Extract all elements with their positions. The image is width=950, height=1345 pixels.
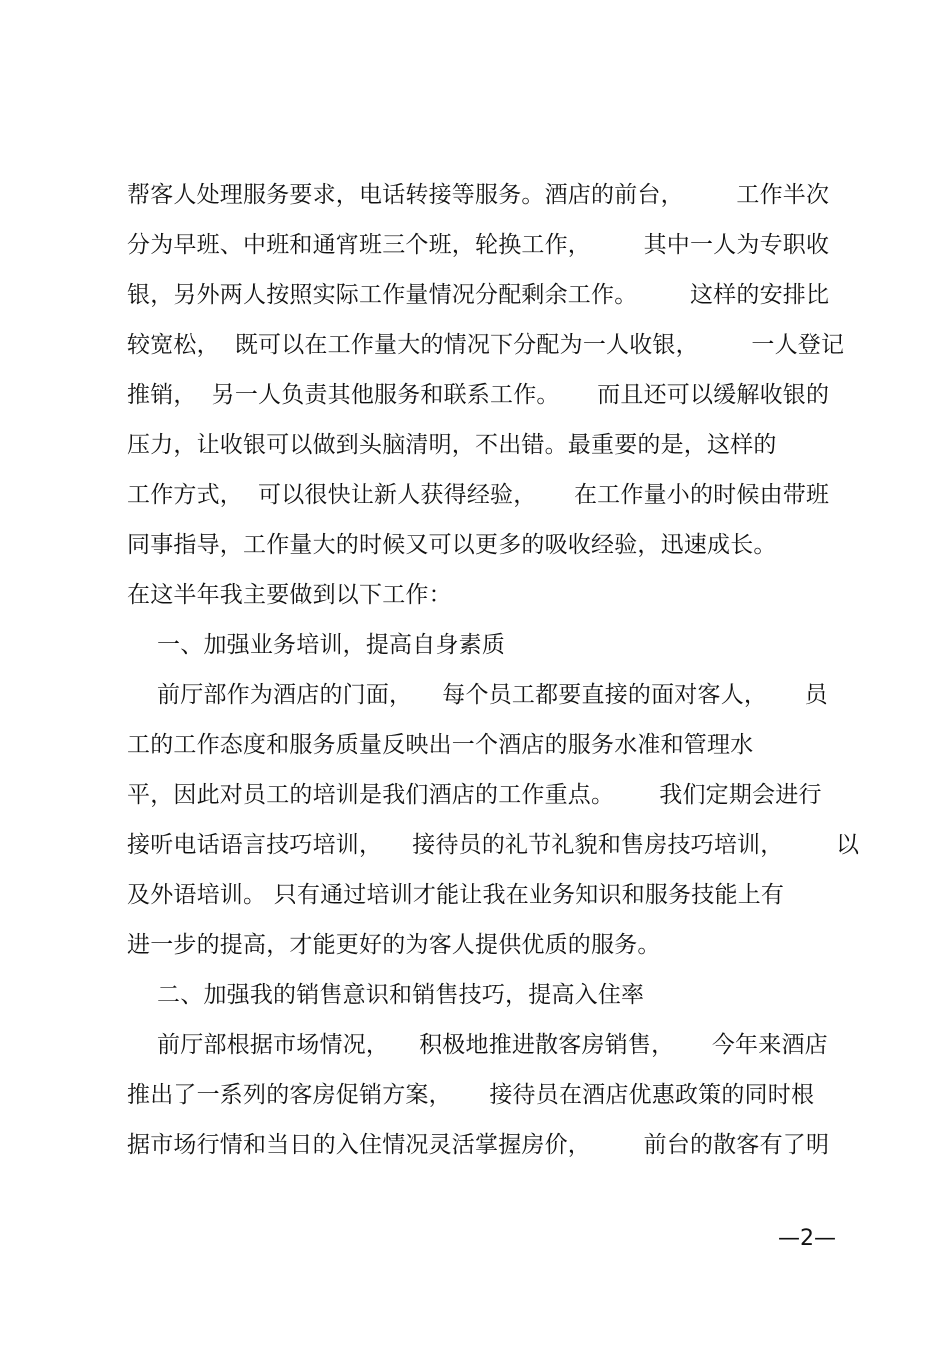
text-line: 接听电话语言技巧培训， 接待员的礼节礼貌和售房技巧培训， 以 bbox=[127, 832, 860, 858]
text-line: 推销， 另一人负责其他服务和联系工作。 而且还可以缓解收银的 bbox=[127, 382, 830, 408]
text-line: 在这半年我主要做到以下工作： bbox=[127, 582, 452, 608]
section-heading: 二、加强我的销售意识和销售技巧，提高入住率 bbox=[127, 982, 645, 1008]
text-line: 较宽松， 既可以在工作量大的情况下分配为一人收银， 一人登记 bbox=[127, 332, 845, 358]
text-line: 及外语培训。 只有通过培训才能让我在业务知识和服务技能上有 bbox=[127, 882, 785, 908]
text-line: 压力，让收银可以做到头脑清明，不出错。最重要的是，这样的 bbox=[127, 432, 777, 458]
text-line: 同事指导，工作量大的时候又可以更多的吸收经验，迅速成长。 bbox=[127, 532, 777, 558]
text-line: 推出了一系列的客房促销方案， 接待员在酒店优惠政策的同时根 bbox=[127, 1082, 815, 1108]
text-line: 平，因此对员工的培训是我们酒店的工作重点。 我们定期会进行 bbox=[127, 782, 822, 808]
page-number: —2— bbox=[778, 1226, 836, 1251]
text-line: 前厅部作为酒店的门面， 每个员工都要直接的面对客人， 员 bbox=[127, 682, 828, 708]
text-line: 据市场行情和当日的入住情况灵活掌握房价， 前台的散客有了明 bbox=[127, 1132, 830, 1158]
text-line: 进一步的提高，才能更好的为客人提供优质的服务。 bbox=[127, 932, 661, 958]
text-line: 帮客人处理服务要求，电话转接等服务。酒店的前台， 工作半次 bbox=[127, 182, 830, 208]
text-line: 前厅部根据市场情况， 积极地推进散客房销售， 今年来酒店 bbox=[127, 1032, 828, 1058]
text-line: 银，另外两人按照实际工作量情况分配剩余工作。 这样的安排比 bbox=[127, 282, 830, 308]
text-line: 工的工作态度和服务质量反映出一个酒店的服务水准和管理水 bbox=[127, 732, 754, 758]
text-line: 分为早班、中班和通宵班三个班，轮换工作， 其中一人为专职收 bbox=[127, 232, 830, 258]
section-heading: 一、加强业务培训，提高自身素质 bbox=[127, 632, 506, 658]
text-line: 工作方式， 可以很快让新人获得经验， 在工作量小的时候由带班 bbox=[127, 482, 830, 508]
